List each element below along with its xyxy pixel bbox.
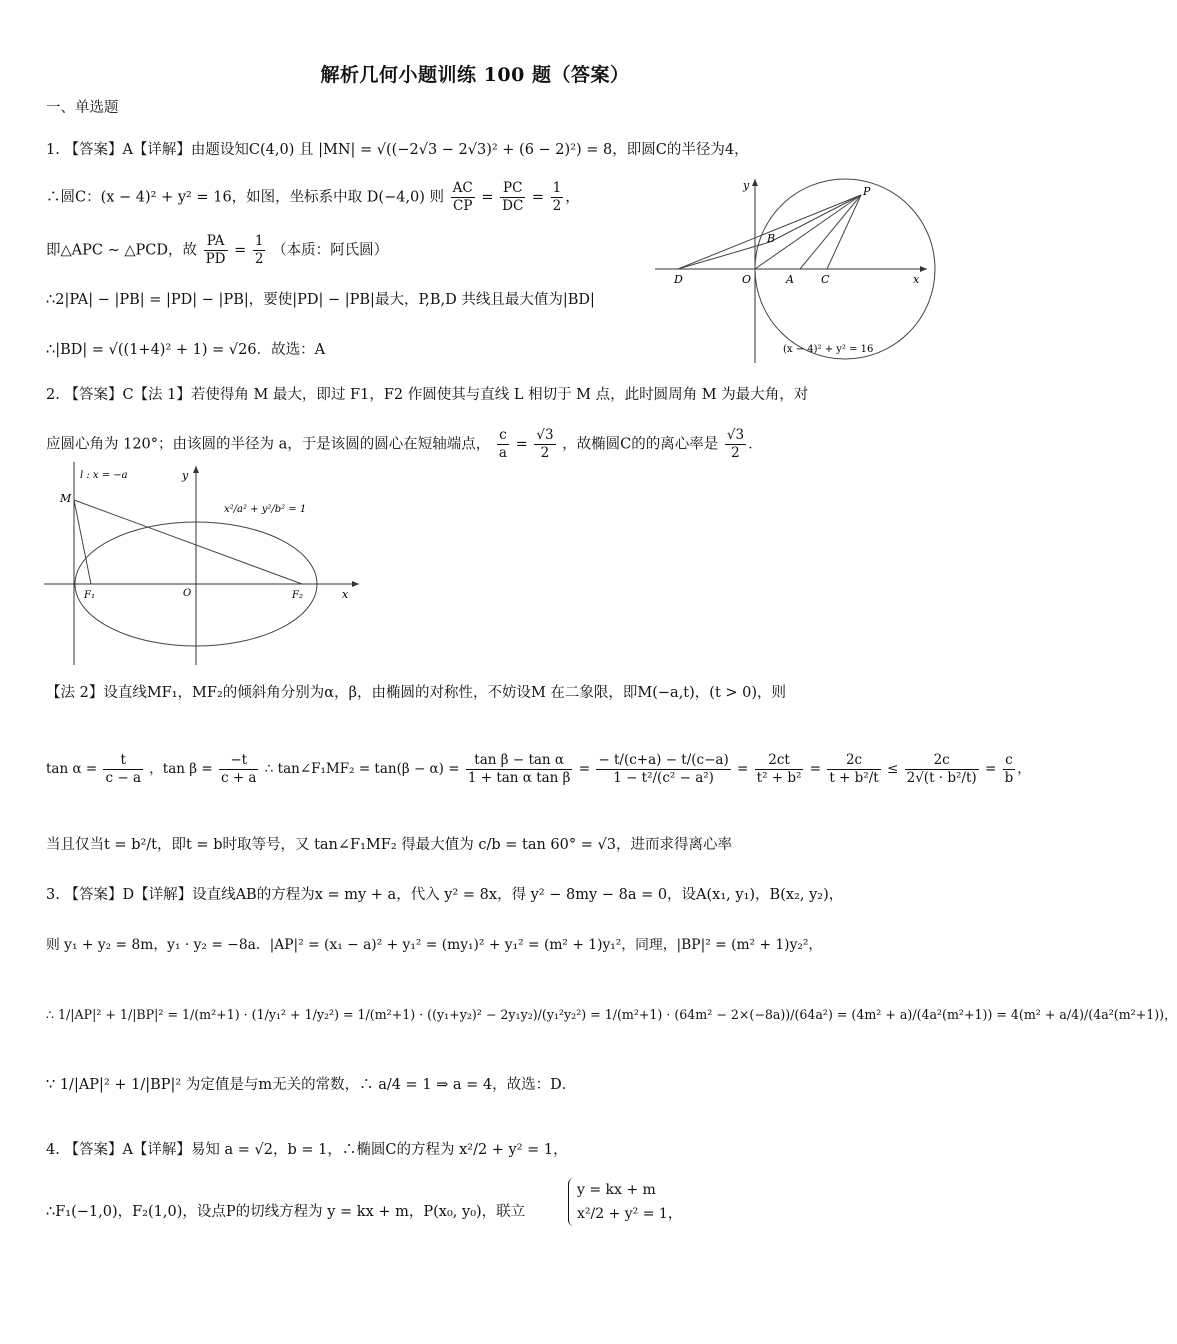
ellipse-figure <box>44 462 364 667</box>
section-heading: 一、单选题 <box>46 100 119 116</box>
q3-line-4: ∵ 1/|AP|² + 1/|BP|² 为定值是与m无关的常数，∴ a/4 = 1 ⇒ a = 4，故选：D． <box>46 1077 577 1093</box>
fraction: $\frac{1}{2}$ <box>552 180 562 214</box>
fraction: $\frac{2c}{\text{2√(t · b²/t)}}$ <box>906 752 977 786</box>
q3-line-2: 则 y₁ + y₂ = 8m，y₁ · y₂ = −8a．|AP|² = (x₁ − a)² + y₁² = (my₁)² + y₁² = (m² + 1)y₁²，同理，|BP|² = (m² + 1)y₂²， <box>46 937 823 953</box>
svg-text:C: C <box>821 273 830 286</box>
fraction: $\frac{-t}{c + a}$ <box>220 752 257 786</box>
fraction: $\frac{\text{tan β − tan α}}{\text{1 + tan α tan β}}$ <box>467 752 571 786</box>
q3-line-3: ∴ 1/|AP|² + 1/|BP|² = 1/(m²+1) · (1/y₁² + 1/y₂²) = 1/(m²+1) · ((y₁+y₂)² − 2y₁y₂)/(y₁²y₂²) = 1/(m²+1) · (64m² − 2×(−8a))/(64a²) = (4m² + a)/(4a²(m²+1)) = 4(m² + a/4)/(4a²(m²+1))， <box>46 1007 1177 1022</box>
svg-text:(x − 4)² + y² = 16: (x − 4)² + y² = 16 <box>783 344 874 355</box>
svg-text:F₂: F₂ <box>292 590 303 601</box>
fig-label: y <box>743 179 750 192</box>
q1-line-2: ∴圆C：(x − 4)² + y² = 16，如图，坐标系中取 D(−4,0) 则 $\frac{AC}{CP}$ = $\frac{PC}{DC}$ = $\frac{1}{2}$ ， <box>46 180 580 214</box>
q1-line-1: 1. 【答案】A【详解】由题设知C(4,0) 且 |MN| = √((−2√3 − 2√3)² + (6 − 2)²) = 8，即圆C的半径为4， <box>46 142 749 158</box>
q2-last-line: 当且仅当t = b²/t，即t = b时取等号，又 tan∠F₁MF₂ 得最大值为 c/b = tan 60° = √3，进而求得离心率 <box>46 837 732 853</box>
fraction: $\frac{AC}{CP}$ <box>452 180 473 214</box>
fraction: $\frac{2c}{\text{t + b²/t}}$ <box>829 752 879 786</box>
fraction: $\frac{t}{c - a}$ <box>105 752 141 786</box>
fraction: $\frac{PA}{PD}$ <box>205 233 226 267</box>
svg-text:P: P <box>863 185 871 198</box>
svg-text:x: x <box>342 588 349 601</box>
svg-text:x²/a² + y²/b² = 1: x²/a² + y²/b² = 1 <box>224 504 307 515</box>
q2-line-1: 2. 【答案】C【法 1】若使得角 M 最大，即过 F1，F2 作圆使其与直线 L 相切于 M 点，此时圆周角 M 为最大角，对 <box>46 387 809 403</box>
fraction: $\frac{PC}{DC}$ <box>502 180 524 214</box>
q1-line-4: ∴2|PA| − |PB| = |PD| − |PB|，要使|PD| − |PB|最大，P,B,D 共线且最大值为|BD| <box>46 292 595 308</box>
svg-text:A: A <box>786 273 794 286</box>
q3-line-1: 3. 【答案】D【详解】设直线AB的方程为x = my + a，代入 y² = 8x，得 y² − 8my − 8a = 0，设A(x₁, y₁)，B(x₂, y₂)， <box>46 887 844 903</box>
fraction: $\frac{√3}{2}$ <box>536 427 554 461</box>
q2-tan-line: tan α = $\frac{t}{c - a}$ ，tan β = $\frac{-t}{c + a}$ ∴ tan∠F₁MF₂ = tan(β − α) = $\frac{\text{tan β − tan α}}{\text{1 + tan α tan β}}$ = $\frac{- t/(c+a) - t/(c-a)}{\text{1 − t²/(c² − a²)}}$ = $\frac{2ct}{\text{t² + b²}}$ = $\frac{2c}{\text{t + b²/t}}$ ≤ $\frac{2c}{\text{2√(t · b²/t)}}$ = $\frac{c}{b}$ ， <box>46 752 1031 786</box>
fraction: $\frac{√3}{2}$ <box>726 427 745 461</box>
q1-line-3: 即△APC ∼ △PCD，故 $\frac{PA}{PD}$ = $\frac{1}{2}$ （本质：阿氏圆） <box>46 233 389 267</box>
q2-line-2: 应圆心角为 120°；由该圆的半径为 a，于是该圆的圆心在短轴端点， $\frac{c}{a}$ = $\frac{√3}{2}$ ，故椭圆C的的离心率是 $\frac{√3}{2}$ ． <box>46 427 763 461</box>
q4-system: y = kx + m x²/2 + y² = 1， <box>568 1178 682 1226</box>
q2-method-2: 【法 2】设直线MF₁，MF₂的倾斜角分别为α，β，由椭圆的对称性，不妨设M 在二象限，即M(−a,t)，(t > 0)，则 <box>46 685 787 701</box>
fraction: $\frac{1}{2}$ <box>254 233 264 267</box>
svg-text:B: B <box>767 232 776 245</box>
svg-text:y: y <box>182 469 189 482</box>
fraction: $\frac{c}{b}$ <box>1004 752 1014 786</box>
fraction: $\frac{- t/(c+a) - t/(c-a)}{\text{1 − t²/(c² − a²)}}$ <box>598 752 729 786</box>
q4-line-1: 4. 【答案】A【详解】易知 a = √2，b = 1，∴椭圆C的方程为 x²/2 + y² = 1， <box>46 1142 568 1158</box>
fraction: $\frac{2ct}{\text{t² + b²}}$ <box>756 752 802 786</box>
page-title: 解析几何小题训练 100 题（答案） <box>320 64 630 86</box>
circle-figure <box>655 175 935 365</box>
svg-text:D: D <box>674 273 683 286</box>
svg-text:x: x <box>913 273 920 286</box>
svg-text:M: M <box>60 492 72 505</box>
q1-text: ∴圆C：(x − 4)² + y² = 16，如图，坐标系中取 D(−4,0) 则 <box>46 189 445 206</box>
svg-text:O: O <box>183 588 192 599</box>
svg-text:l : x = −a: l : x = −a <box>80 470 128 481</box>
svg-text:F₁: F₁ <box>84 590 95 601</box>
q4-line-2: ∴F₁(−1,0)，F₂(1,0)，设点P的切线方程为 y = kx + m，P(x₀, y₀)，联立 <box>46 1204 526 1220</box>
q1-line-5: ∴|BD| = √((1+4)² + 1) = √26．故选：A <box>46 342 326 358</box>
svg-text:O: O <box>742 273 752 286</box>
fraction: $\frac{c}{a}$ <box>498 427 507 461</box>
